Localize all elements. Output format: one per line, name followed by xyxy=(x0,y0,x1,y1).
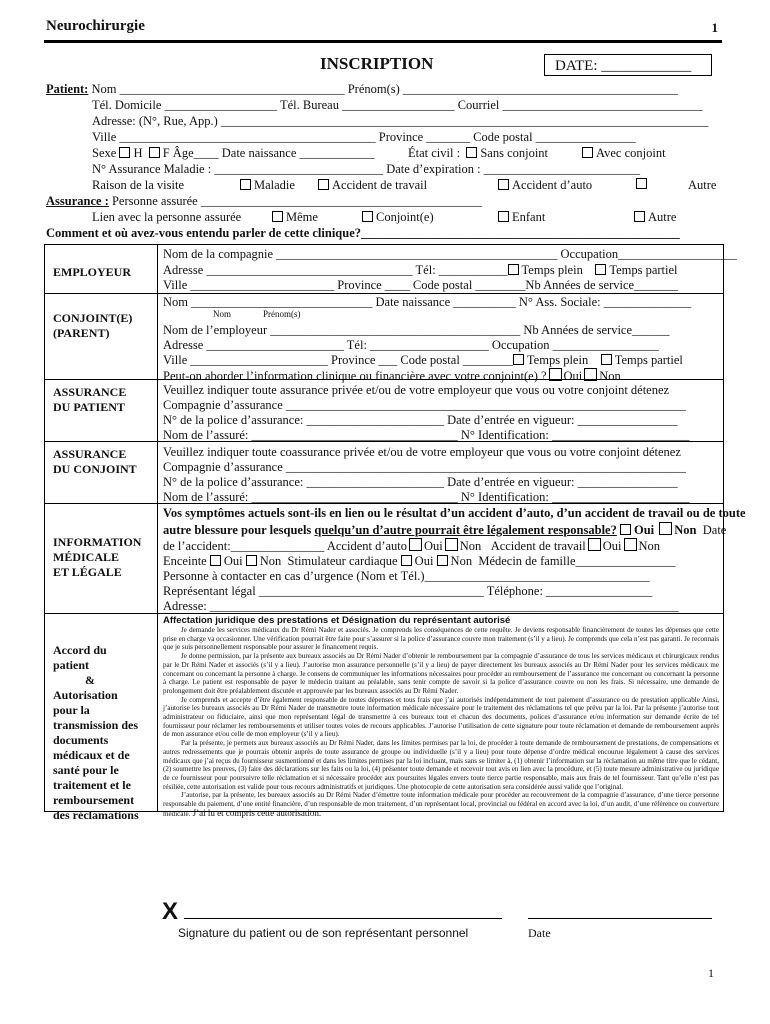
accident-date-label: Date xyxy=(702,523,727,537)
accident-question-line2 xyxy=(163,522,726,538)
employer-address-field[interactable]: Adresse _________________________________ Tél: ___________ xyxy=(163,263,508,277)
work-accident-question: Accident de travail xyxy=(490,539,586,553)
signature-line[interactable] xyxy=(184,918,502,919)
spouse-name-line[interactable]: Nom _____________________________ Date naissance __________ N° Ass. Sociale: ______________ xyxy=(163,295,692,309)
accident-no-label: Non xyxy=(674,523,697,537)
spouse-section-label-line2: (PARENT) xyxy=(53,326,110,340)
column-divider xyxy=(157,245,158,811)
spouse-address-line[interactable]: Adresse ______________________ Tél: ___________________ Occupation _________________ xyxy=(163,338,659,352)
work-accident-yes-checkbox[interactable] xyxy=(588,538,601,551)
spouse-consent-line xyxy=(163,368,621,384)
legal-title: Affectation juridique des prestations et Désignation du représentant autorisé xyxy=(163,615,511,626)
row-divider xyxy=(45,293,723,294)
pregnant-yes-label: Oui xyxy=(223,554,243,568)
legal-paragraph xyxy=(163,791,719,818)
civil-status xyxy=(408,146,548,161)
health-insurance-line[interactable]: N° Assurance Maladie : ___________________________ Date d’expiration : _________________________ xyxy=(92,162,640,176)
family-doctor-field[interactable]: Médecin de famille________________ xyxy=(478,554,676,568)
relationship-line xyxy=(92,210,722,226)
spouse-city-field[interactable]: Ville ______________________ Province ___ Code postal ________ xyxy=(163,353,513,367)
employer-address-line[interactable] xyxy=(163,263,678,278)
referral-question[interactable]: Comment et où avez-vous entendu parler de cette clinique?___________________________________________________ xyxy=(46,226,680,240)
work-accident-yes-label: Oui xyxy=(602,539,622,553)
relationship-label: Lien avec la personne assurée xyxy=(92,210,242,224)
employer-city-line[interactable]: Ville _______________________ Province ____ Code postal ________Nb Années de service_______ xyxy=(163,278,678,292)
spouse-section-label xyxy=(53,311,132,341)
spouse-consent-no-label: Non xyxy=(599,369,621,383)
accident-type-line[interactable] xyxy=(163,538,660,554)
header-page-number: 1 xyxy=(711,20,718,35)
representative-address-line[interactable]: Adresse: ___________________________________________________________________________ xyxy=(163,599,679,613)
patient-insurance-label-line2: DU PATIENT xyxy=(53,400,125,414)
form-title: INSCRIPTION xyxy=(320,54,434,73)
auto-accident-yes-label: Oui xyxy=(424,539,443,553)
patient-insurance-policy-line[interactable]: N° de la police d’assurance: ______________________ Date d’entrée en vigueur: ________________ xyxy=(163,413,678,427)
other-relation-option xyxy=(634,210,676,225)
child-option xyxy=(498,210,545,225)
male-checkbox[interactable] xyxy=(119,147,130,158)
accident-yes-checkbox[interactable] xyxy=(620,524,631,535)
spouse-consent-question: Peut-on aborder l’information clinique ou financière avec votre conjoint(e) ? xyxy=(163,369,547,383)
consent-label-line: médicaux et de xyxy=(53,748,130,762)
consent-label-line: & xyxy=(85,673,95,687)
spouse-option xyxy=(362,210,434,225)
pregnant-no-label: Non xyxy=(259,554,282,568)
female-label: F xyxy=(162,146,170,160)
pregnant-label: Enceinte xyxy=(163,554,207,568)
pregnancy-line[interactable] xyxy=(163,554,676,569)
consent-label-line: patient xyxy=(53,658,89,672)
header-title: Neurochirurgie xyxy=(46,18,145,34)
pacemaker-yes-checkbox[interactable] xyxy=(401,555,412,566)
accident-date-field[interactable]: de l’accident:_______________ Accident d’auto xyxy=(163,539,408,553)
work-accident-checkbox[interactable] xyxy=(318,179,329,190)
medical-section-label xyxy=(53,535,141,580)
without-spouse-label: Sans conjoint xyxy=(480,146,549,160)
spouse-checkbox[interactable] xyxy=(362,211,373,222)
medical-section-label-line1: INFORMATION xyxy=(53,535,142,549)
date-field[interactable]: DATE: ____________ xyxy=(544,54,712,76)
insured-person-field[interactable]: Personne assurée _____________________________________________ xyxy=(108,194,483,208)
spouse-consent-yes-checkbox[interactable] xyxy=(549,368,562,381)
employer-fulltime-checkbox[interactable] xyxy=(508,264,519,275)
consent-label-line: documents xyxy=(53,733,109,747)
patient-insurance-label-line1: ASSURANCE xyxy=(53,385,127,399)
patient-sex-line[interactable] xyxy=(92,146,666,161)
spouse-consent-no-checkbox[interactable] xyxy=(584,368,597,381)
patient-insurance-label xyxy=(53,385,126,415)
female-checkbox[interactable] xyxy=(149,147,160,158)
legal-representative-line[interactable]: Représentant légal ____________________________________ Téléphone: _________________ xyxy=(163,584,653,598)
footer-page-number: 1 xyxy=(708,966,714,980)
work-accident-no-label: Non xyxy=(638,539,661,553)
consent-label-line: des réclamations xyxy=(53,808,139,822)
consent-label-line: Accord du xyxy=(53,643,107,657)
work-accident-label: Accident de travail xyxy=(332,178,428,192)
legal-paragraph: Par la présente, je permets aux bureaux associés au Dr Rémi Nader, dans les limites permises par la loi, de procéder à toute demande de remboursement de prestations, de compensations et autres redressements que je pourrais obtenir auprès de toute assurance de groupe ou individuelle (s’il y a lieu) pour toute dépense d’ordre médical encourue légalement à cause des services médicaux que j’ai reçus du fournisseur susmentionné et dans les limites permises par la loi incluant, mais sans se limiter à, (1) obtenir l’information sur la réclamation au même titre que le cédant, (2) soumettre les preuves, (3) faire des déclarations sur les faits ou la loi, (4) présenter toute demande et recevoir tout avis en lien avec la procédure, et (5) toute mesure administrative ou juridique de ce fournisseur pour poursuivre telle réclamation et si nécessaire procéder aux poursuites légales envers toute tierce partie responsable, mais aux frais de tel fournisseur. Tant qu’elle n’est pas résiliée, cette autorisation est valide pour tous recours administratifs et juridiques. Une photocopie de cette autorisation sera considérée aussi valide que l’original. xyxy=(163,739,719,791)
work-accident-no-checkbox[interactable] xyxy=(624,538,637,551)
spouse-insurance-insured-line[interactable]: Nom de l’assuré: _________________________________ N° Identification: ______________________ xyxy=(163,490,690,504)
pacemaker-label: Stimulateur cardiaque xyxy=(287,554,398,568)
consent-label-line: santé pour le xyxy=(53,763,119,777)
patient-insurance-company-line[interactable]: Compagnie d’assurance ________________________________________________________________ xyxy=(163,398,686,412)
medical-section-label-line3: ET LÉGALE xyxy=(53,565,122,579)
pregnant-no-checkbox[interactable] xyxy=(246,555,257,566)
header-rule xyxy=(44,40,722,43)
self-checkbox[interactable] xyxy=(272,211,283,222)
spouse-parttime-label: Temps partiel xyxy=(614,353,683,367)
consent-label-line: remboursement xyxy=(53,793,135,807)
employer-parttime-label: Temps partiel xyxy=(609,263,678,277)
illness-option xyxy=(240,178,295,193)
spouse-insurance-policy-line[interactable]: N° de la police d’assurance: ______________________ Date d’entrée en vigueur: ________________ xyxy=(163,475,678,489)
spouse-insurance-company-line[interactable]: Compagnie d’assurance ________________________________________________________________ xyxy=(163,460,686,474)
employer-company-line[interactable]: Nom de la compagnie _____________________________________________ Occupation___________________ xyxy=(163,247,737,261)
other-reason-label: Autre xyxy=(688,178,717,192)
illness-checkbox[interactable] xyxy=(240,179,251,190)
spouse-insurance-instructions: Veuillez indiquer toute coassurance privée et/ou de votre employeur que vous ou votre conjoint détenez xyxy=(163,445,681,459)
employer-section-label: EMPLOYEUR xyxy=(53,265,131,279)
medical-section-label-line2: MÉDICALE xyxy=(53,550,120,564)
spouse-employer-line[interactable]: Nom de l’employeur ________________________________________ Nb Années de service______ xyxy=(163,323,670,337)
accident-question-line1: Vos symptômes actuels sont-ils en lien ou le résultat d’un accident d’auto, d’un accident de travail ou de toute xyxy=(163,506,746,520)
legal-paragraph-text: J’autorise, par la présente, les bureaux associés au Dr Rémi Nader d’émettre toute information médicale pour procéder au recouvrement de la compagnie d’assurance, d’une tierce personne responsable du paiement, d’une entité financière, d’un responsable de mon traitement, d’un représentant local, provincial ou fédéral en accord avec la loi, d’un audit, d’une référence ou couverture médicale. xyxy=(163,791,719,818)
auto-accident-checkbox[interactable] xyxy=(498,179,509,190)
visit-reason-label: Raison de la visite xyxy=(92,178,184,192)
with-spouse-checkbox[interactable] xyxy=(582,147,593,158)
signature-date-line[interactable] xyxy=(528,918,712,919)
insurance-label: Assurance : xyxy=(46,194,109,208)
with-spouse-label: Avec conjoint xyxy=(596,146,666,160)
accident-question-text: autre blessure pour lesquels xyxy=(163,523,315,537)
accident-yes-label: Oui xyxy=(633,523,655,537)
self-label: Même xyxy=(286,210,318,224)
accident-no-checkbox[interactable] xyxy=(659,522,672,535)
signature-x-mark: X xyxy=(162,898,179,925)
auto-accident-label: Accident d’auto xyxy=(512,178,593,192)
legal-paragraph: Je demande les services médicaux du Dr Rémi Nader et associés. Je comprends les conséquences de cette requête. Je deviens responsable financièrement de toutes les dépenses que cette prise en charge va occasionner. Une vérification pourrait être faite pour s’assurer si la police d’assurance couvre mon traitement (s’il y a lieu). Je comprends que cela n’est pas garanti. Je reconnais que je suis personnellement responsable pour assurer le financement requis. xyxy=(163,626,719,652)
spouse-fulltime-checkbox[interactable] xyxy=(513,354,524,365)
auto-accident-no-label: Non xyxy=(459,539,482,553)
patient-phone-line[interactable]: Tél. Domicile __________________ Tél. Bureau __________________ Courriel ________________________________ xyxy=(92,98,703,112)
pregnant-yes-checkbox[interactable] xyxy=(210,555,221,566)
patient-insurance-instructions: Veuillez indiquer toute assurance privée et/ou de votre employeur que vous ou votre conjoint détenez xyxy=(163,383,670,397)
legal-text xyxy=(163,615,719,818)
consent-label-line: traitement et le xyxy=(53,778,131,792)
signature-date-label: Date xyxy=(528,926,551,940)
other-reason-checkbox[interactable] xyxy=(636,178,647,189)
legal-paragraph: Je donne permission, par la présente aux bureaux associés au Dr Rémi Nader d’obtenir le remboursement par la compagnie d’assurance de tous les services médicaux et chirurgicaux rendus par le Dr Rémi Nader et associés (s’il y a lieu). J’autorise mon assurance personnelle (s’il y a lieu) de payer directement les bureaux associés au Dr Rémi Nader pour les services médicaux me concernant ou concernant la personne à charge. Je consens de communiquer les informations nécessaires pour procéder au remboursement de l’assurance me concernant ou concernant la personne à charge. Le patient est responsable de payer le médecin traitant au préalable, sans tenir compte de savoir si la police d’assurance couvre ou non les frais. Si nécessaire, une demande de prolongement doit être préalablement discutée et approuvée par les bureaux associés au Dr Rémi Nader. xyxy=(163,652,719,695)
insured-person-line[interactable] xyxy=(46,194,482,209)
child-checkbox[interactable] xyxy=(498,211,509,222)
accident-question-underlined: quelqu’un d’autre pourrait être légalement responsable? xyxy=(314,523,617,537)
without-spouse-checkbox[interactable] xyxy=(466,147,477,158)
self-option xyxy=(272,210,318,225)
other-relation-checkbox[interactable] xyxy=(634,211,645,222)
consent-label-line: transmission des xyxy=(53,718,139,732)
patient-city-line[interactable]: Ville _________________________________________ Province _______ Code postal ________________ xyxy=(92,130,636,144)
legal-paragraph: Je comprends et accepte d’être également responsable de toutes dépenses et tous frais que j’ai autorisés indépendamment de tout paiement d’assurance ou de prestation applicable Ainsi, j’autorise les bureaux associés au Dr Rémi Nader de transmettre toute information médicale nécessaire pour le traitement des réclamations tel que prévu par la loi. Par la présente j’autorise tout administrateur ou fiduciaire, ainsi que mon représentant légal de transmettre à ces bureaux tout et chacun des documents, polices d’assurance et/ou information sur demande écrite de tel fournisseur pour réclamer les remboursements et utiliser toutes voies de recours applicables. J’autorise l’utilisation de cette signature pour toute réclamation et demande de remboursement auprès de mon assurance et/ou celle de mon employeur (s’il y a lieu). xyxy=(163,695,719,739)
spouse-firstname-caption: Prénom(s) xyxy=(263,309,301,319)
other-relation-label: Autre xyxy=(648,210,677,224)
auto-accident-yes-checkbox[interactable] xyxy=(409,538,422,551)
spouse-insurance-label-line2: DU CONJOINT xyxy=(53,462,137,476)
page-header xyxy=(46,16,722,38)
spouse-insurance-label xyxy=(53,447,137,477)
illness-label: Maladie xyxy=(254,178,295,192)
child-label: Enfant xyxy=(512,210,546,224)
spouse-consent-yes-label: Oui xyxy=(563,369,583,383)
spouse-city-line[interactable] xyxy=(163,353,683,368)
patient-name-field[interactable]: Nom ____________________________________ Prénom(s) ____________________________________________ xyxy=(88,82,678,96)
read-understood-statement: J’ai lu et compris cette autorisation. xyxy=(190,807,322,818)
spouse-fulltime-label: Temps plein xyxy=(526,353,589,367)
patient-insurance-insured-line[interactable]: Nom de l’assuré: _________________________________ N° Identification: ______________________ xyxy=(163,428,690,442)
employer-parttime-checkbox[interactable] xyxy=(595,264,606,275)
sex-label: Sexe xyxy=(92,146,120,160)
consent-label-line: Autorisation xyxy=(53,688,118,702)
civil-status-label: État civil : xyxy=(408,146,461,160)
auto-accident-option xyxy=(498,178,592,193)
age-birthdate-field[interactable]: Âge____ Date naissance ____________ xyxy=(169,146,375,160)
consent-section-label xyxy=(53,643,139,823)
auto-accident-no-checkbox[interactable] xyxy=(445,538,458,551)
spouse-label: Conjoint(e) xyxy=(376,210,434,224)
employer-fulltime-label: Temps plein xyxy=(521,263,583,277)
emergency-contact-line[interactable]: Personne à contacter en cas d’urgence (Nom et Tél.)____________________________________ xyxy=(163,569,650,583)
patient-address-line[interactable]: Adresse: (N°, Rue, App.) ______________________________________________________________________________ xyxy=(92,114,709,128)
pacemaker-yes-label: Oui xyxy=(414,554,434,568)
form-grid xyxy=(44,244,746,822)
patient-name-line[interactable] xyxy=(46,82,678,97)
signature-label: Signature du patient ou de son représentant personnel xyxy=(178,926,469,940)
consent-label-line: pour la xyxy=(53,703,90,717)
male-label: H xyxy=(133,146,143,160)
spouse-parttime-checkbox[interactable] xyxy=(601,354,612,365)
spouse-section-label-line1: CONJOINT(E) xyxy=(53,311,133,325)
spouse-name-caption: Nom xyxy=(213,309,231,319)
work-accident-option xyxy=(318,178,427,193)
with-spouse xyxy=(582,146,666,161)
pacemaker-no-checkbox[interactable] xyxy=(437,555,448,566)
pacemaker-no-label: Non xyxy=(450,554,473,568)
spouse-insurance-label-line1: ASSURANCE xyxy=(53,447,127,461)
visit-reason-line xyxy=(92,178,722,194)
patient-label: Patient: xyxy=(46,82,89,96)
